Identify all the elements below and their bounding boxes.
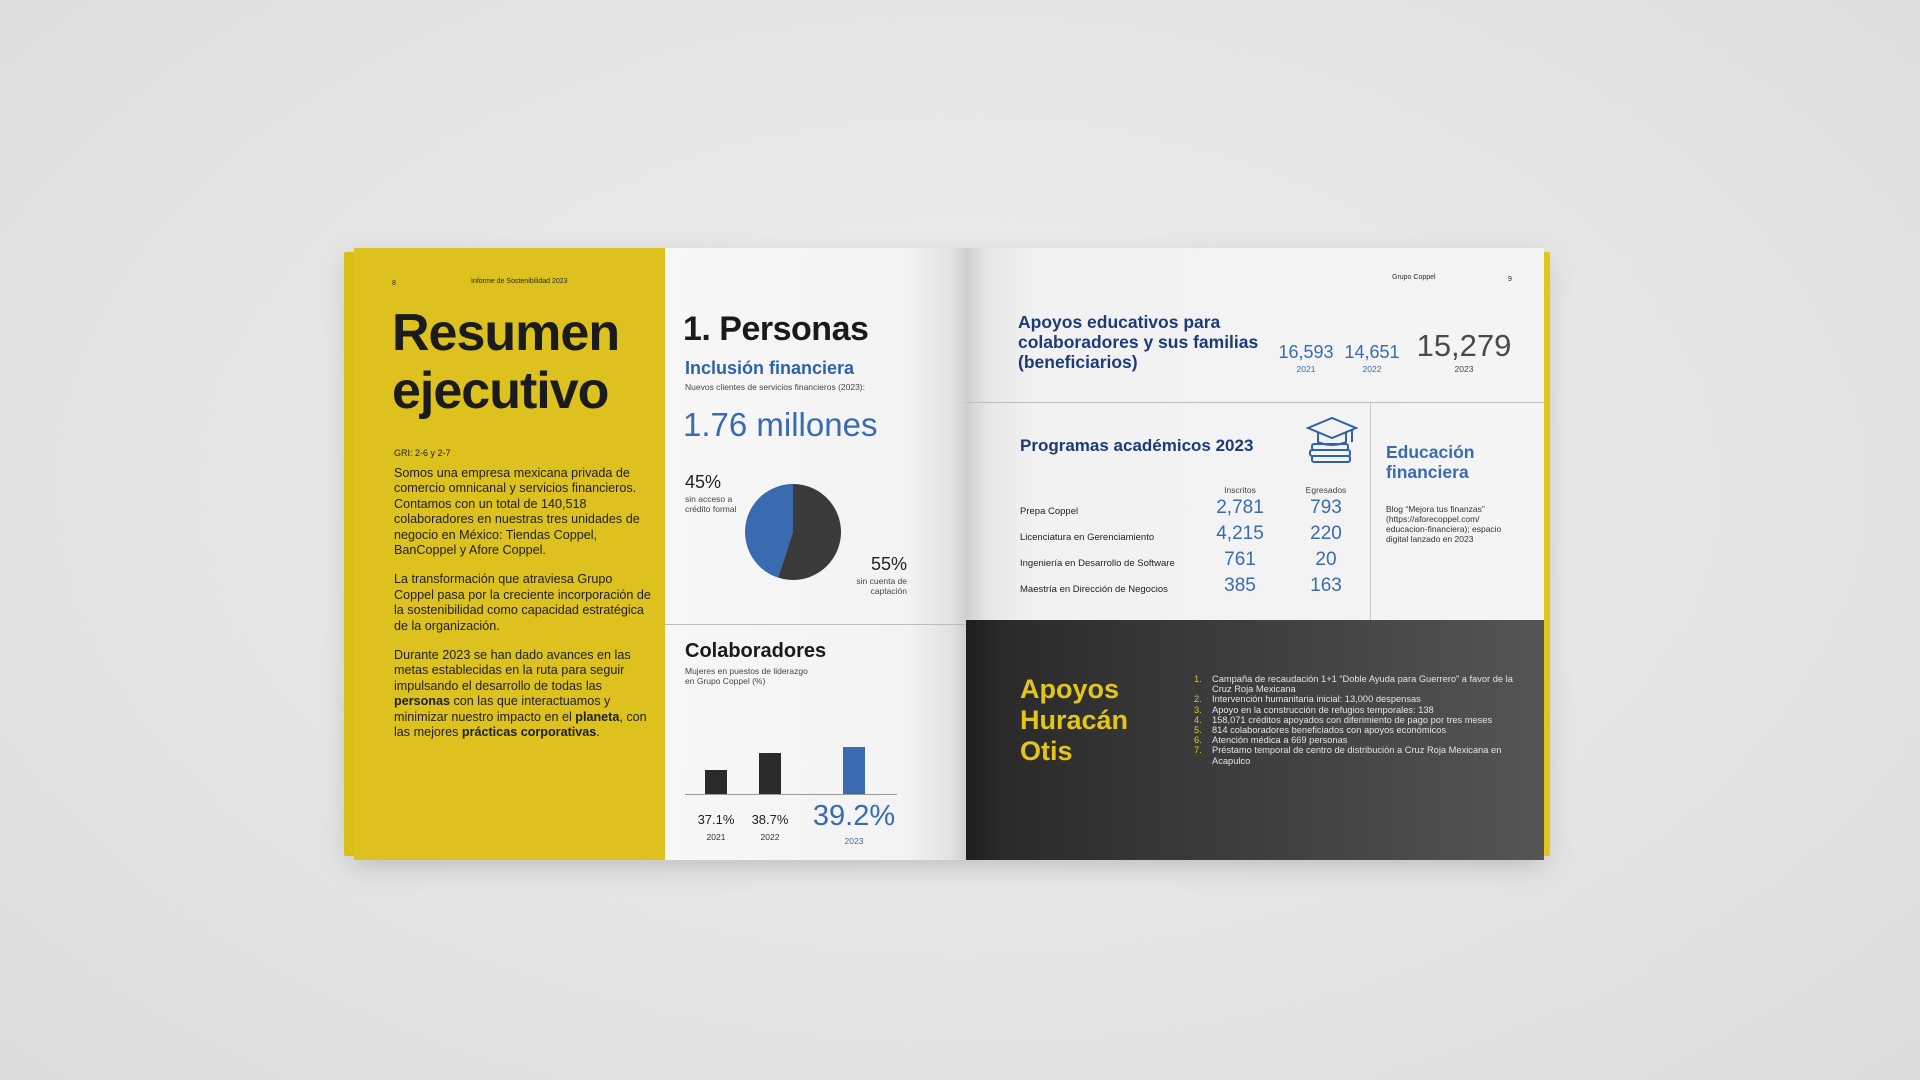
right-page	[966, 248, 1544, 860]
financial-education-text: Blog “Mejora tus finanzas” (https://aforecoppel.com/ educacion-financiera); espacio digital lanzado en 2023	[1386, 504, 1502, 544]
list-item: 6. Atención médica a 669 personas	[1194, 735, 1348, 746]
title-line-2: ejecutivo	[392, 362, 609, 421]
program-name: Ingeniería en Desarrollo de Software	[1020, 558, 1175, 569]
personas-title: 1. Personas	[683, 310, 869, 348]
section-divider	[665, 624, 966, 625]
otis-title-line-3: Otis	[1020, 736, 1073, 766]
summary-paragraph-2: La transformación que atraviesa Grupo Coppel pasa por la creciente incorporación de la sostenibilidad como capacidad estratégica de la organización.	[394, 572, 651, 633]
company-header: Grupo Coppel	[1392, 274, 1436, 281]
pie-label-b: sin cuenta de captación	[856, 576, 907, 596]
bar-value-label: 39.2%	[812, 800, 896, 832]
inclusion-subtitle: Inclusión financiera	[685, 358, 855, 378]
list-item: 1. Campaña de recaudación 1+1 “Doble Ayuda para Guerrero” a favor de la Cruz Roja Mexicana	[1194, 674, 1513, 695]
list-item: 5. 814 colaboradores beneficiados con apoyos económicos	[1194, 725, 1447, 736]
report-header: Informe de Sostenibilidad 2023	[471, 278, 568, 285]
list-item: 4. 158,071 créditos apoyados con diferimiento de pago por tres meses	[1194, 714, 1493, 725]
bar-year-label: 2021	[706, 832, 726, 842]
otis-title-line-1: Apoyos	[1020, 674, 1120, 704]
summary-text	[394, 466, 654, 755]
pie-pct-a: 45%	[685, 472, 722, 492]
executive-summary-panel	[354, 248, 665, 860]
program-inscritos: 2,781	[1216, 497, 1264, 518]
educational-support-title: Apoyos educativos para colaboradores y sus familias (beneficiarios)	[1018, 312, 1259, 372]
program-name: Prepa Coppel	[1020, 506, 1079, 517]
support-year-2023: 2023	[1454, 364, 1474, 374]
support-year-2021: 2021	[1296, 364, 1316, 374]
program-inscritos: 761	[1224, 549, 1256, 570]
hurricane-otis-panel	[966, 620, 1544, 860]
program-egresados: 220	[1310, 523, 1342, 544]
bar-year-label: 2023	[844, 836, 864, 846]
otis-support-list	[1194, 674, 1514, 766]
colaboradores-caption: Mujeres en puestos de liderazgo en Grupo Coppel (%)	[685, 666, 808, 686]
programs-title: Programas académicos 2023	[1020, 436, 1254, 455]
program-inscritos: 4,215	[1216, 523, 1264, 544]
colaboradores-title: Colaboradores	[685, 640, 827, 662]
column-divider	[1370, 403, 1371, 620]
list-item: 2. Intervención humanitaria inicial: 13,000 despensas	[1194, 694, 1421, 705]
support-value-2021: 16,593	[1278, 342, 1334, 362]
bar-2022	[759, 753, 781, 794]
gri-reference: GRI: 2-6 y 2-7	[394, 448, 451, 458]
bar-2021	[705, 770, 727, 794]
bar-value-label: 38.7%	[751, 812, 789, 827]
page-title	[392, 304, 619, 420]
right-page-top-panel	[966, 248, 1544, 620]
otis-title	[1020, 674, 1128, 767]
title-line-1: Resumen	[392, 304, 620, 362]
support-value-2023: 15,279	[1416, 328, 1512, 363]
bar-chart-axis	[685, 794, 897, 795]
support-value-2022: 14,651	[1344, 342, 1400, 362]
program-egresados: 793	[1310, 497, 1342, 518]
financial-education-title: Educación financiera	[1386, 442, 1475, 482]
list-item: 3. Apoyo en la construcción de refugios temporales: 138	[1194, 704, 1434, 715]
financial-inclusion-pie-chart	[743, 482, 843, 582]
leadership-bar-chart	[665, 688, 966, 858]
summary-paragraph-3: Durante 2023 se han dado avances en las metas establecidas en la ruta para seguir impulsando el desarrollo de todas las personas con las que interactuamos y minimizar nuestro impacto en el planeta, con las mejores prácticas corporativas.	[394, 648, 647, 740]
books-graduation-cap-icon	[1304, 414, 1360, 466]
bar-year-label: 2022	[760, 832, 780, 842]
col-header-inscritos: Inscritos	[1224, 485, 1256, 495]
new-clients-value: 1.76 millones	[683, 406, 878, 443]
new-clients-caption: Nuevos clientes de servicios financieros (2023):	[685, 382, 866, 392]
summary-paragraph-1: Somos una empresa mexicana privada de comercio omnicanal y servicios financieros. Contamos con un total de 140,518 colaboradores en nuestras tres unidades de negocio en México: Tiendas Coppel, BanCoppel y Afore Coppel.	[394, 466, 640, 558]
list-item: 7. Préstamo temporal de centro de distribución a Cruz Roja Mexicana en Acapulco	[1194, 745, 1502, 766]
page-number-left: 8	[392, 280, 396, 287]
program-egresados: 163	[1310, 575, 1342, 596]
program-name: Licenciatura en Gerenciamiento	[1020, 532, 1155, 543]
program-egresados: 20	[1315, 549, 1337, 570]
pie-pct-b: 55%	[870, 554, 907, 574]
pie-label-a: sin acceso a crédito formal	[685, 494, 737, 514]
bar-2023	[843, 747, 865, 794]
program-inscritos: 385	[1224, 575, 1256, 596]
personas-panel	[665, 248, 966, 860]
program-name: Maestría en Dirección de Negocios	[1020, 584, 1168, 595]
col-header-egresados: Egresados	[1305, 485, 1347, 495]
top-divider	[966, 402, 1544, 403]
otis-title-line-2: Huracán	[1020, 705, 1129, 735]
support-year-2022: 2022	[1362, 364, 1382, 374]
left-page	[354, 248, 966, 860]
page-number-right: 9	[1508, 276, 1512, 283]
bar-value-label: 37.1%	[697, 812, 735, 827]
